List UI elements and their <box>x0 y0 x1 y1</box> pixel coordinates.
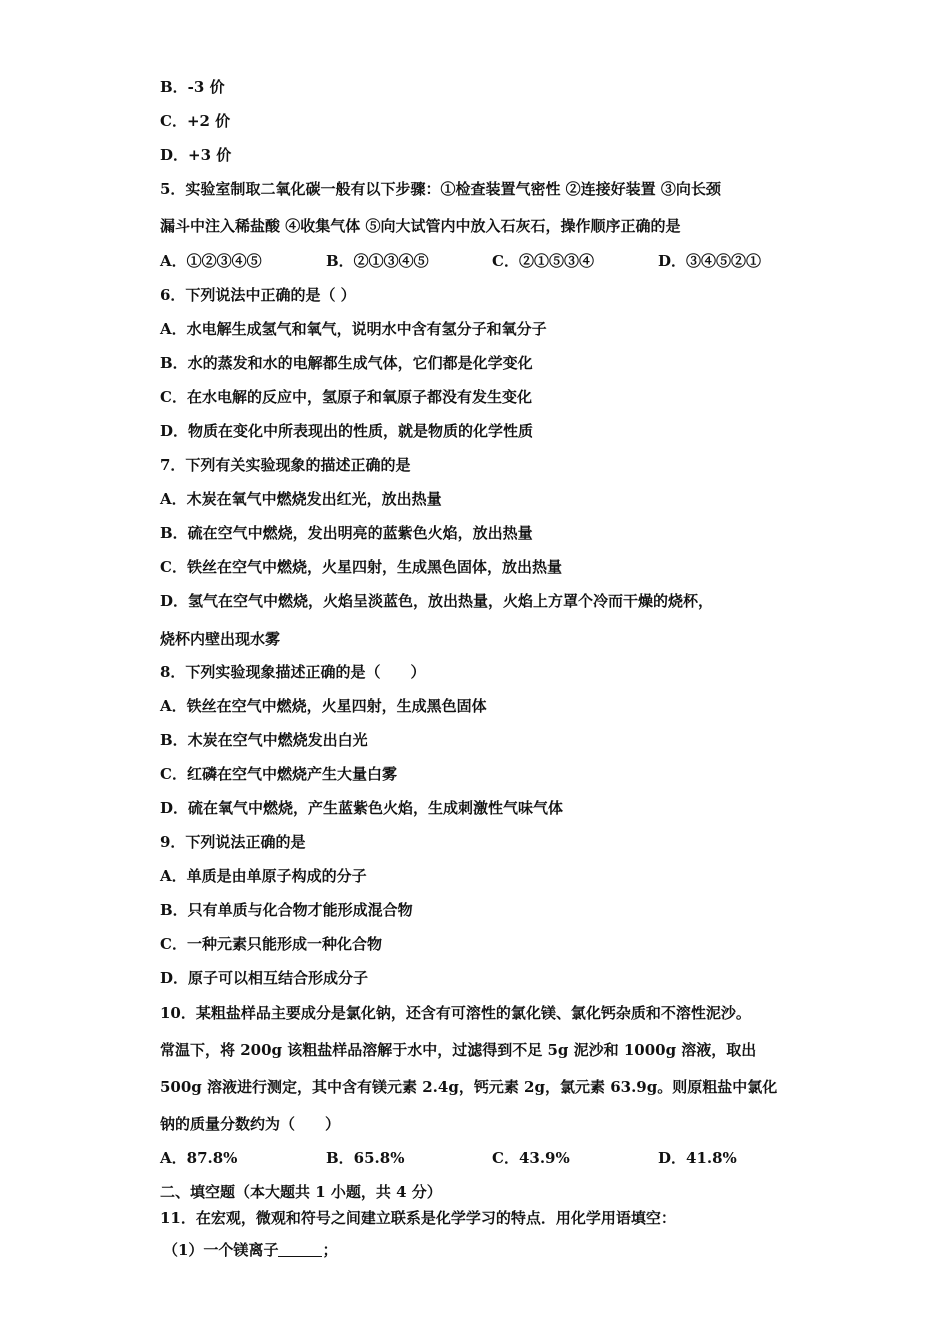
q8-stem: 8．下列实验现象描述正确的是（ ） <box>160 663 426 681</box>
q10-option-d: D．41.8% <box>658 1149 737 1167</box>
q5-option-c: C．②①⑤③④ <box>492 252 594 270</box>
q10-stem-line1: 10．某粗盐样品主要成分是氯化钠，还含有可溶性的氯化镁、氯化钙杂质和不溶性泥沙。 <box>160 1004 751 1022</box>
q10-option-a: A．87.8% <box>160 1149 238 1167</box>
section-heading: 二、填空题（本大题共 1 小题，共 4 分） <box>160 1183 442 1201</box>
q9-option-a: A．单质是由单原子构成的分子 <box>160 867 367 885</box>
q6-option-b: B．水的蒸发和水的电解都生成气体，它们都是化学变化 <box>160 354 533 372</box>
q11-stem: 11．在宏观，微观和符号之间建立联系是化学学习的特点．用化学用语填空： <box>160 1209 676 1227</box>
q10-option-c: C．43.9% <box>492 1149 570 1167</box>
q11-part1 <box>163 1240 337 1260</box>
q7-option-c: C．铁丝在空气中燃烧，火星四射，生成黑色固体，放出热量 <box>160 558 562 576</box>
option-d-prev: D．+3 价 <box>160 146 232 164</box>
q5-option-d: D．③④⑤②① <box>658 252 762 270</box>
q7-option-d-continued: 烧杯内壁出现水雾 <box>160 630 281 648</box>
q5-option-b: B．②①③④⑤ <box>326 252 429 270</box>
q9-option-c: C．一种元素只能形成一种化合物 <box>160 935 382 953</box>
q8-option-c: C．红磷在空气中燃烧产生大量白雾 <box>160 765 397 783</box>
q9-option-b: B．只有单质与化合物才能形成混合物 <box>160 901 413 919</box>
q6-stem: 6．下列说法中正确的是（ ） <box>160 286 356 304</box>
q5-option-a: A．①②③④⑤ <box>160 252 262 270</box>
answer-blank[interactable] <box>278 1242 322 1257</box>
q6-option-d: D．物质在变化中所表现出的性质，就是物质的化学性质 <box>160 422 534 440</box>
q10-stem-line3: 500g 溶液进行测定，其中含有镁元素 2.4g，钙元素 2g，氯元素 63.9g。则原粗盐中氯化 <box>160 1078 778 1096</box>
q7-option-b: B．硫在空气中燃烧，发出明亮的蓝紫色火焰，放出热量 <box>160 524 533 542</box>
q7-stem: 7．下列有关实验现象的描述正确的是 <box>160 456 411 474</box>
option-c-prev: C．+2 价 <box>160 112 231 130</box>
q11-part1-label: （1）一个镁离子 <box>163 1241 279 1259</box>
q8-option-d: D．硫在氧气中燃烧，产生蓝紫色火焰，生成刺激性气味气体 <box>160 799 564 817</box>
q6-option-a: A．水电解生成氢气和氧气，说明水中含有氢分子和氧分子 <box>160 320 547 338</box>
q8-option-b: B．木炭在空气中燃烧发出白光 <box>160 731 368 749</box>
q11-part1-suffix: ； <box>322 1241 338 1259</box>
q10-option-b: B．65.8% <box>326 1149 405 1167</box>
q10-stem-line4: 钠的质量分数约为（ ） <box>160 1115 341 1133</box>
q8-option-a: A．铁丝在空气中燃烧，火星四射，生成黑色固体 <box>160 697 487 715</box>
q6-option-c: C．在水电解的反应中，氢原子和氧原子都没有发生变化 <box>160 388 532 406</box>
q9-option-d: D．原子可以相互结合形成分子 <box>160 969 369 987</box>
option-b-prev: B．-3 价 <box>160 78 225 96</box>
q5-stem-line2: 漏斗中注入稀盐酸 ④收集气体 ⑤向大试管内中放入石灰石，操作顺序正确的是 <box>160 217 681 235</box>
q9-stem: 9．下列说法正确的是 <box>160 833 306 851</box>
q5-stem-line1: 5．实验室制取二氧化碳一般有以下步骤：①检查装置气密性 ②连接好装置 ③向长颈 <box>160 180 721 198</box>
q7-option-a: A．木炭在氧气中燃烧发出红光，放出热量 <box>160 490 442 508</box>
q7-option-d: D．氢气在空气中燃烧，火焰呈淡蓝色，放出热量，火焰上方罩个冷而干燥的烧杯， <box>160 592 714 610</box>
q10-stem-line2: 常温下，将 200g 该粗盐样品溶解于水中，过滤得到不足 5g 泥沙和 1000g 溶液，取出 <box>160 1041 757 1059</box>
